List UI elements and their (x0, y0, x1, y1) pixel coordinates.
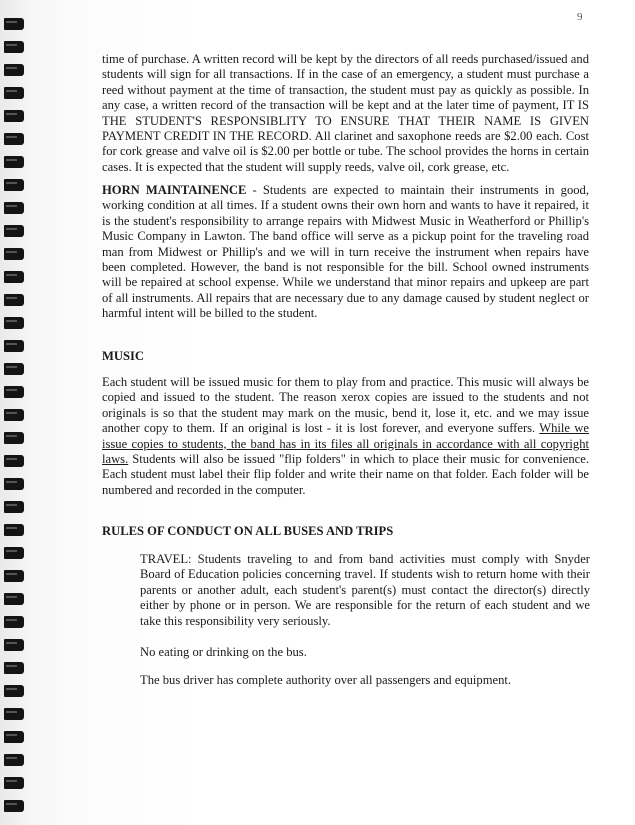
binding-ring (4, 202, 24, 214)
copyright-statement: While we issue copies to students, the band has in its files all originals in accordance with all copyright laws. (102, 421, 589, 467)
binding-ring (4, 133, 24, 145)
binding-ring (4, 363, 24, 375)
binding-ring (4, 708, 24, 720)
binding-ring (4, 455, 24, 467)
binding-ring (4, 110, 24, 122)
binding-ring (4, 271, 24, 283)
binding-ring (4, 248, 24, 260)
binding-ring (4, 156, 24, 168)
binding-ring (4, 18, 24, 30)
binding-ring (4, 478, 24, 490)
binding-ring (4, 616, 24, 628)
binding-ring (4, 570, 24, 582)
binding-ring (4, 225, 24, 237)
music-text-after: Students will also be issued "flip folders" in which to place their music for convenience. Each student must label their flip folder and write their name on that folder. Each folder will be numbered and recorded in the computer. (102, 452, 589, 497)
binding-ring (4, 386, 24, 398)
binding-ring (4, 547, 24, 559)
purchase-paragraph: time of purchase. A written record will be kept by the directors of all reeds purchased/issued and students will sign for all transactions. If in the case of an emergency, a student must purchase a reed without payment at the time of transaction, the student must pay as quickly as possible. In any case, a written record of the transaction will be kept and at the later time of payment, IT IS THE STUDENT'S RESPONSIBLITY TO ENSURE THAT THEIR NAME IS GIVEN PAYMENT CREDIT IN THE RECORD. All clarinet and saxophone reeds are $2.00 each. Cost for cork grease and valve oil is $2.00 per bottle or tube. The school provides the horns in certain cases. It is expected that the student will supply reeds, valve oil, cork grease, etc. (102, 52, 589, 174)
binding-ring (4, 524, 24, 536)
binding-ring (4, 777, 24, 789)
binding-ring (4, 662, 24, 674)
binding-ring (4, 340, 24, 352)
binding-ring (4, 800, 24, 812)
binding-ring (4, 87, 24, 99)
no-eating-rule: No eating or drinking on the bus. (140, 645, 307, 659)
binding-ring (4, 294, 24, 306)
music-text-before: Each student will be issued music for them to play from and practice. This music will always be copied and issued to the student. The reason xerox copies are issued to the students and not originals is so that the student may mark on the music, bend it, lose it, etc. and we may issue another copy to them. If an original is lost - it is lost forever, and everyone suffers. (102, 375, 589, 436)
binding-ring (4, 432, 24, 444)
binding-ring (4, 593, 24, 605)
binding-ring (4, 64, 24, 76)
binding-ring (4, 41, 24, 53)
binding-ring (4, 409, 24, 421)
binding-ring (4, 639, 24, 651)
bus-driver-rule: The bus driver has complete authority over all passengers and equipment. (140, 673, 512, 687)
binding-ring (4, 754, 24, 766)
music-heading: MUSIC (102, 349, 144, 363)
horn-maintenance-heading: HORN MAINTAINENCE (102, 183, 247, 197)
binding-ring (4, 501, 24, 513)
spiral-binding (0, 0, 26, 825)
binding-ring (4, 685, 24, 697)
music-paragraph (102, 375, 589, 498)
bus-rules-heading: RULES OF CONDUCT ON ALL BUSES AND TRIPS (102, 524, 394, 538)
horn-maintenance-paragraph (102, 183, 589, 322)
binding-ring (4, 317, 24, 329)
binding-ring (4, 731, 24, 743)
page-number: 9 (577, 11, 583, 23)
binding-ring (4, 179, 24, 191)
travel-paragraph: TRAVEL: Students traveling to and from band activities must comply with Snyder Board of Education policies concerning travel. If students wish to return home with their parents or another adult, each student's parent(s) must contact the director(s) directly either by phone or in person. We are responsible for the return of each student and we take this responsibility very seriously. (140, 552, 590, 628)
horn-maintenance-text: - Students are expected to maintain their instruments in good, working condition at all times. If a student owns their own horn and wants to have it repaired, it is the student's responsibility to arrange repairs with Midwest Music in Weatherford or Phillip's Music Company in Lawton. The band office will serve as a pickup point for the traveling road man from Midwest or Phillip's and we will in turn receive the instrument when repairs have been completed. However, the band is not responsible for the bill. School owned instruments will be repaired at school expense. While we understand that minor repairs and upkeep are part of all instruments. All repairs that are necessary due to any damage caused by student neglect or harmful intent will be billed to the student. (102, 183, 590, 321)
